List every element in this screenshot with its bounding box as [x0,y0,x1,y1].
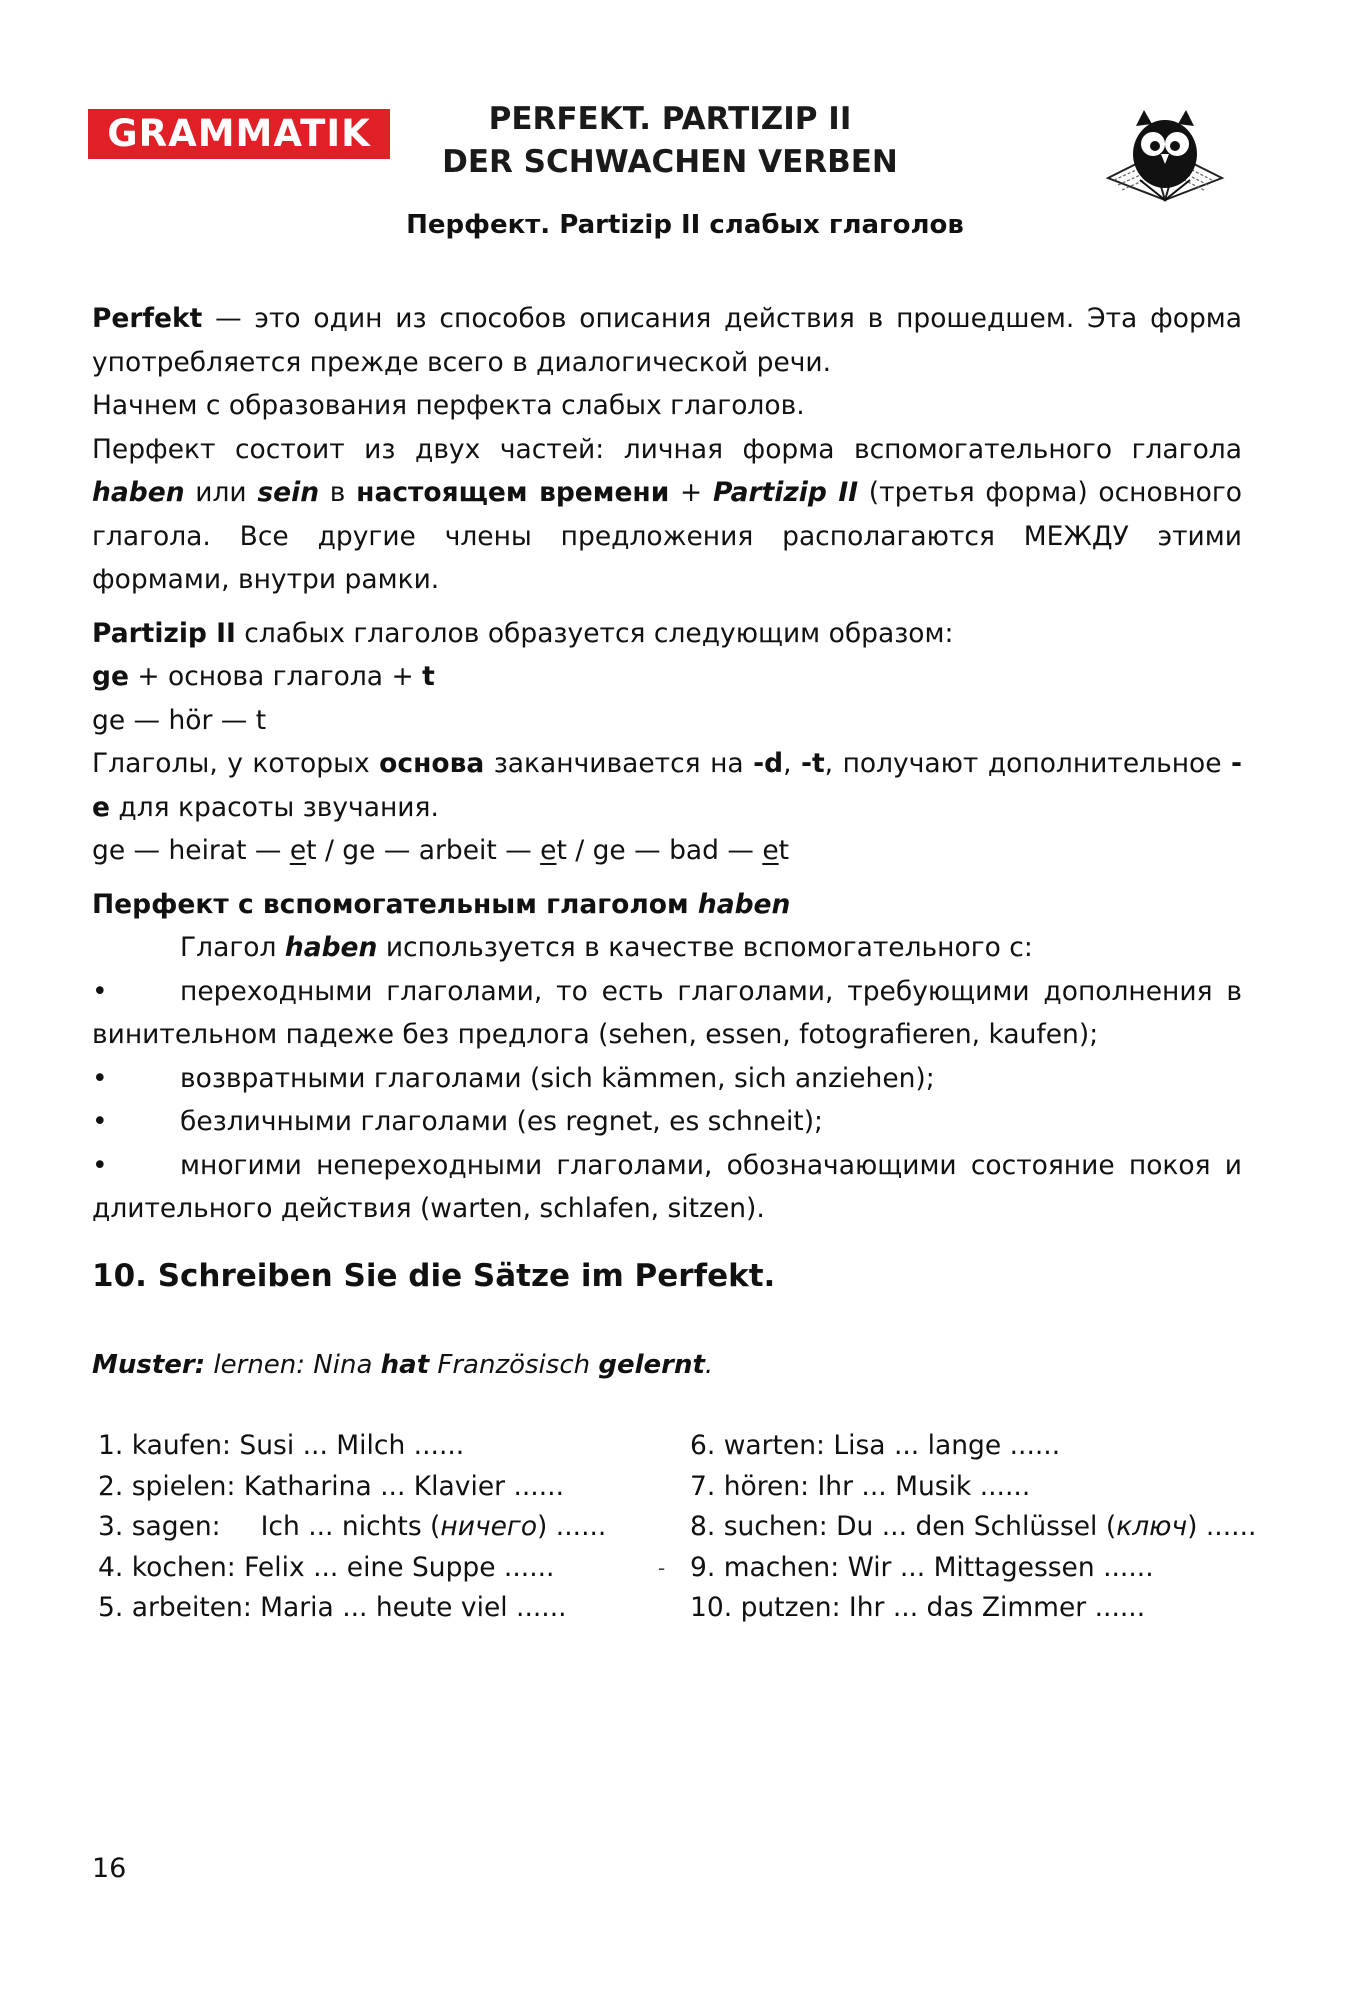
example-arbeit: / ge — arbeit — [316,835,541,866]
item8-text: 8. suchen: Du ... den Schlüssel ( [690,1511,1117,1542]
rule-examples [92,829,1242,873]
rule-text-f: для красоты звучания. [109,791,439,823]
exercise-item: 5. arbeiten: Maria ... heute viel ...... [98,1592,567,1623]
example-heirat: ge — heirat — [92,835,290,866]
example-e-1: e [289,835,307,866]
rule-d: -d [753,748,784,779]
term-perfekt: Perfekt [92,303,203,334]
structure-text-c: в [319,477,357,508]
item8-end: ) ...... [1187,1511,1257,1542]
item3-hint: ничего [440,1511,538,1542]
formation-term: Partizip II [92,617,236,649]
rule-text-b: заканчивается на [484,748,754,779]
list-item [92,1144,1242,1231]
bullet-text: многими непереходными глаголами, обозначающими состояние покоя и длительного действия (warten, schlafen, sitzen). [92,1149,1242,1224]
haben-heading-text: Перфект с вспомогательным глаголом [92,888,698,920]
muster-gelernt: gelernt [598,1350,705,1380]
page-number: 16 [92,1853,127,1884]
example-t-3: t [778,835,790,866]
haben-heading-term: haben [697,888,791,920]
structure-text-b: или [184,477,258,508]
list-item [92,1057,1242,1101]
exercise-item: 7. hören: Ihr ... Musik ...... [690,1470,1031,1502]
bullet-dot: • [92,975,108,1007]
bullet-text: безличными глаголами (es regnet, es schneit); [180,1106,823,1137]
example-e-2: e [540,835,557,866]
rule-text-e: , получают дополнительное [824,748,1232,779]
muster-text-c: . [704,1350,714,1380]
page-title-line1: PERFEKT. PARTIZIP II [488,101,852,137]
formation-paragraph [92,612,1242,656]
sein-term: sein [257,477,320,508]
example-e-3: e [762,835,779,866]
intro-text: — это один из способов описания действия в прошедшем. Эта форма употребляется прежде всего в диалогической речи. [92,303,1242,378]
exercise-item-3 [98,1507,606,1548]
example-t-1: t [306,835,317,866]
owl-reading-book-icon [1100,108,1230,212]
page-subtitle: Перфект. Partizip II слабых глаголов [406,210,964,240]
formula-t: t [422,661,435,692]
partizip-term: Partizip II [712,477,859,508]
structure-text-d: + [669,477,713,508]
formation-formula [92,655,1242,699]
muster-label: Muster: [92,1350,206,1380]
page-title-line2: DER SCHWACHEN VERBEN [442,144,898,180]
structure-paragraph [92,428,1242,602]
formula-mid: + основа глагола + [128,661,423,692]
item3-text-b: ) ...... [537,1511,607,1542]
bullet-text: возвратными глаголами (sich kämmen, sich anziehen); [180,1062,935,1094]
rule-text-c: , [783,748,801,779]
bullet-dot: • [92,1149,108,1181]
rule-stem: основа [379,748,485,779]
rule-ending: -e [92,748,1243,823]
intro-paragraph [92,297,1242,384]
rule-paragraph [92,742,1242,829]
bullet-dot: • [92,1106,108,1137]
list-item [92,970,1242,1057]
item3-verb: 3. sagen: [98,1511,221,1542]
exercise-list-left [98,1426,606,1629]
bullet-text: переходными глаголами, то есть глаголами, требующими дополнения в винительном падеже без предлога (sehen, essen, fotografieren, kaufen); [92,975,1242,1050]
exercise-title: 10. Schreiben Sie die Sätze im Perfekt. [92,1258,776,1294]
muster-hat: hat [380,1350,430,1380]
example-t-2: t [556,835,567,866]
haben-heading [92,883,1242,927]
muster-text-a: lernen: Nina [205,1350,381,1380]
haben-intro-term: haben [284,932,378,963]
exercise-item: 4. kochen: Felix ... eine Suppe ...... [98,1551,555,1583]
grammatik-badge: GRAMMATIK [88,109,390,159]
exercise-list-right [690,1426,1256,1629]
exercise-item: 9. machen: Wir ... Mittagessen ...... [690,1551,1154,1583]
present-tense-term: настоящем времени [356,477,670,508]
haben-intro [92,926,1242,970]
structure-text-e: (третья форма) основного глагола. Все другие члены предложения располагаются МЕЖДУ этими формами, внутри рамки. [92,477,1243,595]
rule-t: -t [801,748,825,779]
muster-example [92,1350,713,1380]
formation-example: ge — hör — t [92,704,267,736]
exercise-item-8 [690,1507,1256,1548]
formation-text: слабых глаголов образуется следующим образом: [235,617,954,649]
intro-paragraph-2: Начнем с образования перфекта слабых глаголов. [92,390,805,421]
exercise-item: 6. warten: Lisa ... lange ...... [690,1430,1061,1461]
exercise-item: 10. putzen: Ihr ... das Zimmer ...... [690,1592,1146,1623]
muster-text-b: Französisch [429,1350,599,1380]
haben-intro-a: Глагол [180,932,285,963]
haben-intro-b: используется в качестве вспомогательного с: [377,932,1033,963]
example-bad: / ge — bad — [566,835,763,866]
bullet-dot: • [92,1062,108,1094]
rule-text-a: Глаголы, у которых [92,748,380,779]
stray-mark: - [658,1556,666,1580]
theory-section [92,297,1242,1231]
structure-text-a: Перфект состоит из двух частей: личная форма вспомогательного глагола [92,433,1242,465]
formula-ge: ge [92,661,129,692]
item8-hint: ключ [1116,1511,1188,1542]
item3-text-a: Ich ... nichts ( [260,1511,441,1542]
list-item [92,1100,1242,1144]
exercise-item: 1. kaufen: Susi ... Milch ...... [98,1430,465,1461]
exercise-item: 2. spielen: Katharina ... Klavier ...... [98,1470,564,1502]
haben-term: haben [92,477,185,508]
